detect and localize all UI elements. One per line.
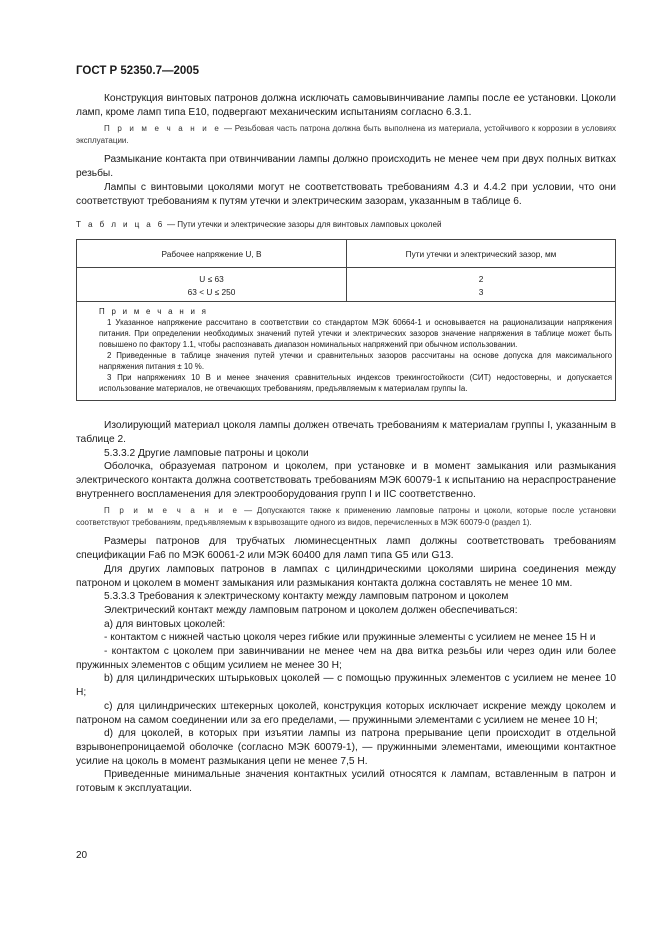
creepage-table [76, 239, 616, 401]
paragraph-cylindrical-caps: Для других ламповых патронов в лампах с цилиндрическими цоколями ширина соединения между патроном и цоколем в момент замыкания или размыкания контакта должна составлять не менее 10 мм. [76, 563, 616, 589]
list-item-b: b) для цилиндрических штырьковых цоколей — с помощью пружинных элементов с усилием не менее 10 Н; [76, 673, 616, 699]
list-item-a: а) для винтовых цоколей: [104, 618, 226, 630]
paragraph-contact-forces: Приведенные минимальные значения контактных усилий относятся к лампам, вставленным в патрон и готовым к эксплуатации. [76, 769, 616, 795]
table-caption-text: — Пути утечки и электрические зазоры для винтовых ламповых цоколей [164, 220, 442, 230]
list-item-d: d) для цоколей, в которых при изъятии лампы из патрона прерывание цепи происходит в отдельной взрывонепроницаемой оболочке (согласно МЭК 60079-1), — пружинными элементами, имеющими контактное усилие на цоколь в момент размыкания цепи не менее 7,5 Н. [76, 728, 616, 767]
note-thread-material [76, 123, 616, 147]
note-explosion-protection [76, 505, 616, 529]
paragraph-insulating-material: Изолирующий материал цоколя лампы должен отвечать требованиям к материалам группы I, указанным в таблице 2. [76, 420, 616, 445]
paragraph-contact-provision: Электрический контакт между ламповым патроном и цоколем должен обеспечиваться: [104, 604, 518, 616]
section-heading-5333: 5.3.3.3 Требования к электрическому контакту между ламповым патроном и цоколем [104, 591, 509, 603]
page-content [76, 92, 616, 796]
table-header-row [77, 240, 616, 268]
section-heading-5332: 5.3.3.2 Другие ламповые патроны и цоколи [104, 447, 309, 459]
voltage-cell [77, 268, 347, 302]
table-note-2: 2 Приведенные в таблице значения путей утечки и сравнительных зазоров рассчитаны на основе допуска для максимального напряжения питания ± 10 %. [99, 351, 612, 372]
col-header-clearance: Пути утечки и электрический зазор, мм [347, 240, 616, 268]
paragraph-fluorescent-holders: Размеры патронов для трубчатых люминесцентных ламп должны соответствовать требованиям спецификации Fa6 по МЭК 60061-2 или МЭК 60400 для ламп типа G5 или G13. [76, 536, 616, 562]
notes-title: П р и м е ч а н и я [99, 307, 209, 317]
paragraph-contact-break: Размыкание контакта при отвинчивании лампы должно происходить не менее чем при двух полных витках резьбы. [76, 154, 616, 180]
clearance-cell [347, 268, 616, 302]
paragraph-enclosure: Оболочка, образуемая патроном и цоколем, при установке и в момент замыкания или размыкания электрического контакта должна соответствовать требованиям МЭК 60079-1 к испытанию на нераспространение внутреннего воспламенения для электрооборудования групп I и IIC соответственно. [76, 461, 616, 500]
voltage-value: 63 < U ≤ 250 [187, 286, 236, 297]
clearance-value: 2 [478, 274, 484, 285]
note-label: П р и м е ч а н и е [104, 124, 222, 134]
table-notes-row [77, 302, 616, 401]
list-item-a1: - контактом с нижней частью цоколя через гибкие или пружинные элементы с усилием не менее 15 Н и [104, 632, 596, 644]
table-notes [77, 302, 616, 401]
col-header-voltage: Рабочее напряжение U, В [77, 240, 347, 268]
clearance-value: 3 [478, 286, 484, 297]
paragraph-screw-holders: Конструкция винтовых патронов должна исключать самовывинчивание лампы после ее установки. Цоколи ламп, кроме ламп типа E10, подвергают механическим испытаниям согласно 6.3.1. [76, 93, 616, 118]
document-code: ГОСТ Р 52350.7—2005 [76, 65, 200, 77]
table-data-row [77, 268, 616, 302]
paragraph-screw-caps: Лампы с винтовыми цоколями могут не соответствовать требованиям 4.3 и 4.4.2 при условии, что они соответствуют требованиям к путям утечки и электрическим зазорам, указанным в таблице 6. [76, 181, 616, 207]
note-text: — Резьбовая часть патрона должна быть выполнена из материала, устойчивого к коррозии в условиях эксплуатации. [76, 124, 616, 146]
page-number: 20 [76, 850, 88, 861]
table-caption-label: Т а б л и ц а 6 [76, 220, 165, 230]
note-text: — Допускаются также к применению ламповые патроны и цоколи, которые после установки соответствуют требованиям, предъявляемым к взрывозащите одного из видов, перечисленных в МЭК 60079-0 (раздел 1). [76, 506, 616, 528]
table-caption [76, 220, 616, 229]
list-item-a2: - контактом с цоколем при завинчивании не менее чем на два витка резьбы или через один или более пружинных элементов с общим усилием не менее 30 Н; [76, 646, 616, 671]
table-note-1: 1 Указанное напряжение рассчитано в соответствии со стандартом МЭК 60664-1 и основывается на рационализации напряжения питания. При определении необходимых значений путей утечки и электрических зазоров значение напряжения в таблице может быть повышено по фактору 1.1, чтобы распознавать диапазон номинальных напряжений при обычном использовании. [99, 318, 612, 350]
list-item-c: c) для цилиндрических штекерных цоколей, конструкция которых исключает искрение между цоколем и патроном на самом соединении или за его пределами, — пружинными элементами с усилием не менее 10 Н; [76, 700, 616, 726]
table-note-3: 3 При напряжениях 10 В и менее значения сравнительных индексов трекингостойкости (СИТ) недостоверны, и допускается использование материалов, не отвечающих требованиям, предъявляемым к материалам группы Ia. [99, 373, 612, 394]
voltage-value: U ≤ 63 [199, 274, 224, 285]
note-label: П р и м е ч а н и е [104, 506, 240, 516]
